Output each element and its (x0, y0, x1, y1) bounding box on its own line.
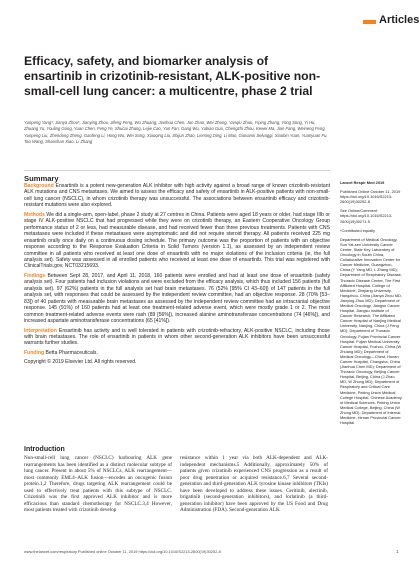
abstract-interpretation (24, 328, 330, 347)
body-column-right (180, 455, 328, 515)
interpretation-text: Ensartinib has activity and is well tolerated in patients with crizotinib-refractory, ALK-positive NSCLC, including those with brain metastases. The role of ensartinib in patients in whom other second-generation ALK inhibitors have been unsuccessful warrants further studies. (24, 327, 330, 347)
methods-label: Methods (24, 211, 45, 218)
abstract-funding (24, 350, 330, 356)
interpretation-label: Interpretation (24, 327, 57, 334)
journal-header (0, 0, 419, 40)
findings-text: Between Sept 28, 2017, and April 11, 2018, 160 patients were enrolled and had at least one dose of ensartinib (safety analysis set). Four patients had inclusion violations and were excluded from the efficacy analysis, which thus included 156 patients (full analysis set). 97 (62%) patients in the full analysis set had brain metastases. 76 (52% [95% CI 43–60]) of 147 patients in the full analysis set, with responses that could be assessed by the independent review committee, had an objective response. 28 (70% [53–83]) of 40 patients with measurable brain metastases as assessed by the independent review committee had an intracranial objective response. 145 (91%) of 160 patients had at least one treatment-related adverse event, which were mostly grade 1 or 2. The most common treatment-related adverse events were rash (89 [56%]), increased alanine aminotransferase concentrations (74 [46%]), and increased aspartate aminotransferase concentrations (65 [41%]). (24, 272, 330, 325)
article-title: Efficacy, safety, and biomarker analysis of ensartinib in crizotinib-resistant, ALK-positive non-small-cell lung cancer: a multicentre, phase 2 trial (24, 54, 321, 98)
summary-heading: Summary (24, 174, 59, 183)
copyright: Copyright © 2019 Elsevier Ltd. All rights reserved. (24, 359, 137, 366)
intro-paragraph: Non-small-cell lung cancer (NSCLC) harbouring ALK gene rearrangements has been identified as a distinct molecular subtype of lung cancer. Present in about 5% of NSCLCs, ALK rearrangement—most commonly EML4–ALK fusion—encodes an oncogenic fusion protein.1,2 Therefore, drugs targeting ALK rearrangement could be used to effectively treat patients with this subtype of NSCLC. Crizotinib was the first approved ALK inhibitor and is more efficacious than standard chemotherapy for NSCLC.3,4 However, most patients treated with crizotinib develop (24, 455, 172, 513)
findings-label: Findings (24, 272, 46, 279)
page-footer (24, 549, 399, 554)
journal-citation: Lancet Respir Med 2019 (340, 180, 385, 185)
article-sidebar (340, 180, 402, 429)
page-number: 1 (396, 549, 399, 554)
background-text: Ensartinib is a potent new-generation ALK inhibitor with high activity against a broad range of known crizotinib-resistant ALK mutations and CNS metastases. We aimed to assess the efficacy and safety of ensartinib in ALK-positive patients with non-small-cell lung cancer (NSCLC), in whom crizotinib therapy was unsuccessful. The associations between ensartinib efficacy and crizotinib-resistant mutations were also explored. (24, 183, 330, 209)
author-list: Yunpeng Yang*, Jianya Zhou*, Jianying Zhou, Jifeng Feng, Wu Zhuang, Jianhua Chen, Jun Zhao, Wei Zhong, Yanqiu Zhao, Yiping Zhang, Yong Song, Yi Hu, Zhuang Yu, Youling Gong, Yuan Chen, Feng Ye, Shucai Zhang, Lejie Cao, Yun Fan, Gang Wu, Yubiao Guo, Chengzhi Zhou, Kewei Ma, Jian Fang, Weineng Feng, Yunpeng Liu, Zhendong Zheng, Gaofeng Li, Hong Wu, Wei Song, Xiaoqing Liu, Shijun Zhao, Lieming Ding, Li Mao, Giovanni Selvaggi, Xiaobin Yuan, Yuanyuan Fu, Tao Wang, Shaoshan Xiao, Li Zhang (24, 120, 328, 144)
body-column-left (24, 455, 172, 515)
introduction-heading: Introduction (24, 446, 65, 453)
section-accent-bar (363, 20, 376, 24)
abstract-findings (24, 273, 330, 325)
methods-text: We did a single-arm, open-label, phase 2 study at 27 centres in China. Patients were aged 18 years or older, had stage IIIb or stage IV ALK-positive NSCLC that had progressed while they were on crizotinib therapy, an Eastern Cooperative Oncology Group performance status of 2 or less, had measurable disease, and had received fewer than three previous treatments. Patients with CNS metastases were included if these metastases were asymptomatic and did not require steroid therapy. All patients received 225 mg ensartinib orally once daily on a continuous dosing schedule. The primary outcome was the proportion of patients with an objective response according to the Response Evaluation Criteria in Solid Tumors (version 1.1), as assessed by an independent review committee in all patients who received at least one dose of ensartinib with no major violations of the inclusion criteria (ie, the full analysis set). Safety was assessed in all enrolled patients who received at least one dose of ensartinib. This trial was registered with ClinicalTrials.gov, NCT03215693. (24, 211, 330, 270)
footer-citation: www.thelancet.com/respiratory Published online October 11, 2019 https://doi.org/10.1016/S2213-2600(19)30252-8 (24, 549, 221, 554)
intro-paragraph-continued: resistance within 1 year via both ALK-dependent and ALK-independent mechanisms.5 Additionally, approximately 50% of patients given crizotinib experienced CNS progression as a result of poor drug penetration or acquired resistance.6,7 Several second-generation and third-generation ALK tyrosine kinase inhibitors (TKIs) have been developed to address these issues. Ceritinib, alectinib, brigatinib (second-generation inhibitors), and lorlatinib (a third-generation inhibitor) have been approved by the US Food and Drug Administration (FDA). Second-generation ALK (180, 455, 328, 513)
contributed-equally-note: *Contributed equally (340, 227, 376, 233)
abstract (24, 183, 330, 369)
section-label: Articles (379, 14, 419, 26)
funding-label: Funding (24, 349, 45, 356)
published-online-link[interactable]: Published Online October 11, 2019 https://doi.org/10.1016/S2213-2600(19)30252-8 (340, 189, 401, 205)
abstract-methods (24, 212, 330, 270)
author-affiliations: Department of Medical Oncology, Sun Yat-sen University Cancer Center, State Key Laboratory of Oncology in South China, Collaborative Innovation Center for Cancer Medicine, Guangzhou, China (Y Yang MD, L Zhang MD); Department of Respiratory Disease, Thoracic Disease Center, The First Affiliated Hospital, College of Medicine, Zhejiang University, Hangzhou, China (Jianya Zhou MD, Jianying Zhou MD); Department of Medical Oncology, Jiangsu Cancer Hospital, Jiangsu Institute of Cancer Research, The Affiliated Cancer Hospital of Nanjing Medical University, Nanjing, China (J Feng MD); Department of Thoracic Oncology, Fujian Provincial Cancer Hospital, Fujian Medical University Cancer Hospital, Fuzhou, China (W Zhuang MD); Department of Medical Oncology—Chest, Hunan Cancer Hospital, Changsha, China (Jianhua Chen MD); Department of Thoracic Oncology, Beijing Cancer Hospital, Beijing, China (J Zhao MD, W Zhong MD); Department of Respiratory and Critical Care Medicine, Peking Union Medical College Hospital, Chinese Academy of Medical Sciences, Peking Union Medical College, Beijing, China (W Zhong MD); Department of Internal Medicine, Henan Provincial Cancer Hospital (340, 236, 402, 426)
background-label: Background (24, 183, 54, 189)
funding-text: Betta Pharmaceuticals. (45, 349, 98, 356)
divider (24, 170, 330, 171)
abstract-background (24, 183, 330, 209)
comment-link[interactable]: See Online/Comment https://doi.org/10.1016/S2213-2600(19)30271-5 (340, 208, 393, 224)
